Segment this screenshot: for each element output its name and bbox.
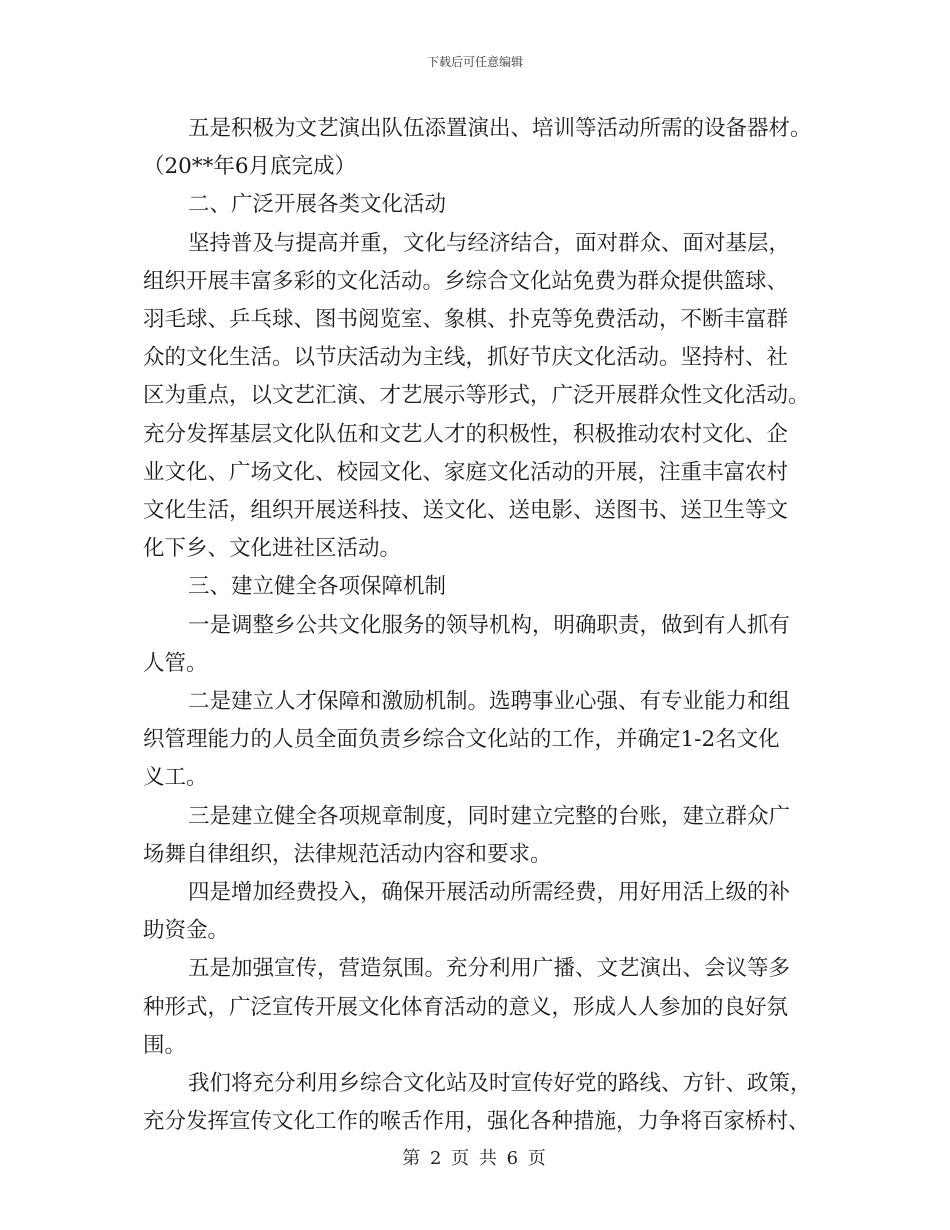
- text-line: 三是建立健全各项规章制度，同时建立完整的台账，建立群众广: [188, 803, 791, 829]
- text-line: 组织开展丰富多彩的文化活动。乡综合文化站免费为群众提供篮球、: [143, 268, 789, 294]
- text-line: 二、广泛开展各类文化活动: [188, 192, 447, 218]
- text-line: 充分发挥宣传文化工作的喉舌作用，强化各种措施，力争将百家桥村、: [143, 1109, 810, 1135]
- text-line: 我们将充分利用乡综合文化站及时宣传好党的路线、方针、政策，: [188, 1071, 812, 1096]
- text-line: 种形式，广泛宣传开展文化体育活动的意义，形成人人参加的良好氛: [143, 994, 789, 1020]
- text-line: （20**年6月底完成）: [143, 154, 357, 180]
- text-line: 羽毛球、乒乓球、图书阅览室、象棋、扑克等免费活动，不断丰富群: [143, 307, 789, 332]
- text-line: 化下乡、文化进社区活动。: [143, 536, 402, 562]
- text-line: 业文化、广场文化、校园文化、家庭文化活动的开展，注重丰富农村: [143, 459, 789, 485]
- page-header: 下载后可任意编辑: [426, 55, 523, 69]
- text-line: 区为重点，以文艺汇演、才艺展示等形式，广泛开展群众性文化活动。: [143, 383, 810, 409]
- text-line: 文化生活，组织开展送科技、送文化、送电影、送图书、送卫生等文: [143, 498, 789, 523]
- text-line: 五是加强宣传，营造氛围。充分利用广播、文艺演出、会议等多: [188, 956, 791, 982]
- page-footer: 第 2 页 共 6 页: [402, 1148, 548, 1169]
- text-line: 四是增加经费投入，确保开展活动所需经费，用好用活上级的补: [188, 880, 791, 905]
- text-line: 一是调整乡公共文化服务的领导机构，明确职责，做到有人抓有: [188, 612, 791, 638]
- text-line: 坚持普及与提高并重，文化与经济结合，面对群众、面对基层，: [188, 230, 791, 256]
- text-line: 义工。: [143, 765, 208, 791]
- text-line: 众的文化生活。以节庆活动为主线，抓好节庆文化活动。坚持村、社: [143, 345, 789, 371]
- text-line: 充分发挥基层文化队伍和文艺人才的积极性，积极推动农村文化、企: [143, 421, 789, 447]
- text-line: 三、建立健全各项保障机制: [188, 574, 447, 600]
- text-line: 场舞自律组织，法律规范活动内容和要求。: [143, 841, 552, 867]
- text-line: 围。: [143, 1032, 187, 1058]
- text-line: 五是积极为文艺演出队伍添置演出、培训等活动所需的设备器材。: [188, 116, 812, 141]
- text-line: 助资金。: [143, 918, 230, 944]
- text-line: 织管理能力的人员全面负责乡综合文化站的工作，并确定1-2名文化: [143, 727, 780, 753]
- text-line: 人管。: [143, 650, 208, 676]
- text-line: 二是建立人才保障和激励机制。选聘事业心强、有专业能力和组: [188, 689, 791, 714]
